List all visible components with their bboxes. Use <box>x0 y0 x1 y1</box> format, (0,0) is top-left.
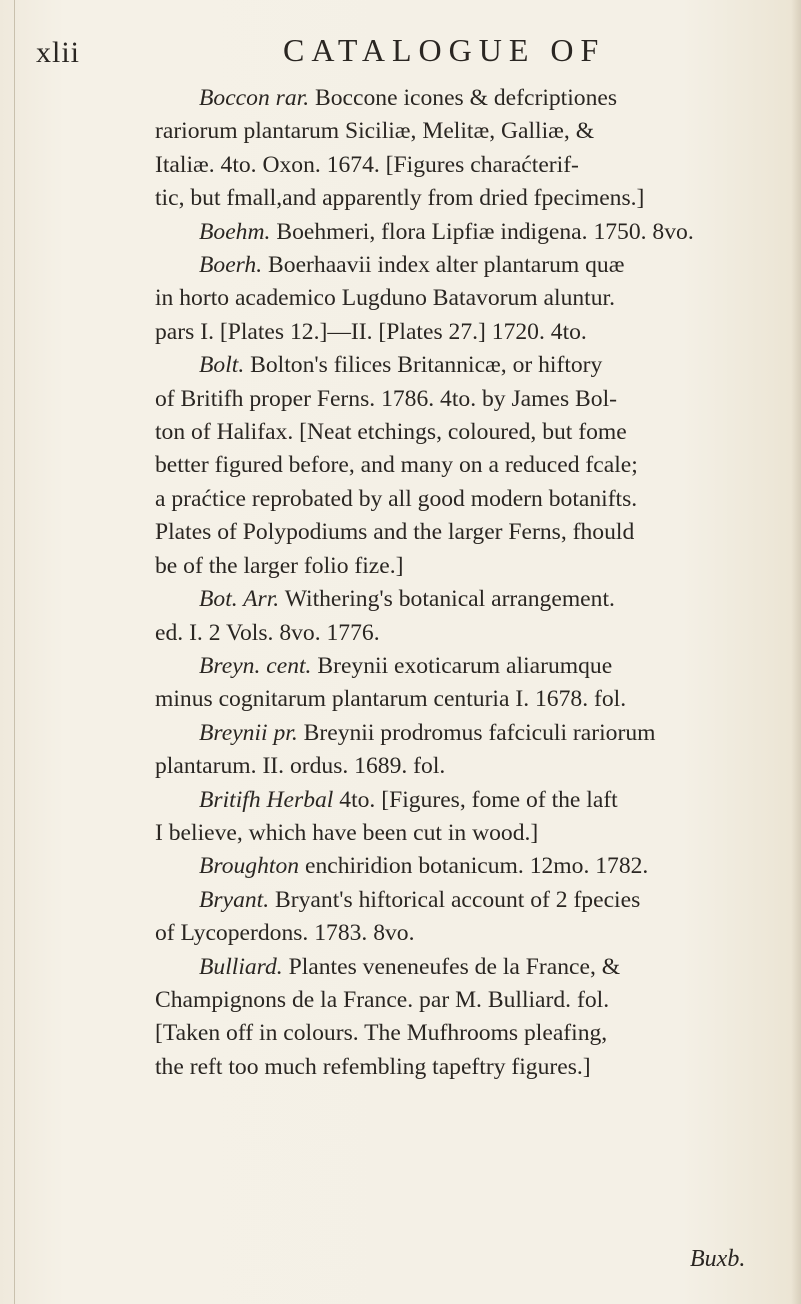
page-edge-shadow <box>791 0 801 1304</box>
entry-text: Bolton's filices Britannicæ, or hiftory <box>250 352 603 379</box>
entry-line <box>155 383 774 416</box>
entry-line <box>155 817 774 850</box>
entry-line <box>155 316 774 349</box>
entry-first-line <box>174 850 774 883</box>
catalogue-entry <box>155 951 774 1085</box>
catalogue-entry <box>155 884 774 951</box>
entry-text: Boehmeri, flora Lipfiæ indigena. 1750. 8vo. <box>276 218 694 245</box>
entry-line <box>155 683 774 716</box>
entry-first-line <box>174 650 774 683</box>
entry-text: ton of Halifax. [Neat etchings, coloured, but fome <box>155 419 627 446</box>
entry-abbreviation: Boerh. <box>199 252 263 279</box>
entry-text: Boccone icones & defcriptiones <box>315 85 618 111</box>
page-edge-rule <box>14 0 15 1304</box>
entry-line <box>155 1051 774 1084</box>
entry-text: [Taken off in colours. The Mufhrooms pleafing, <box>155 1020 608 1047</box>
entry-text: better figured before, and many on a reduced fcale; <box>155 452 638 479</box>
entry-abbreviation: Bryant. <box>199 886 270 913</box>
entry-line <box>155 182 774 215</box>
catalogue-entry <box>174 850 774 883</box>
entry-first-line <box>174 216 774 249</box>
entry-text: enchiridion botanicum. 12mo. 1782. <box>304 853 649 880</box>
entry-line <box>155 149 774 182</box>
catalogue-entry <box>155 717 774 784</box>
entry-text: a praćtice reprobated by all good modern botanifts. <box>155 485 638 512</box>
entry-first-line <box>174 784 774 817</box>
catalogue-entry <box>155 349 774 583</box>
entry-text: Withering's botanical arrangement. <box>284 586 615 613</box>
entry-line <box>155 483 774 516</box>
entry-text: the reft too much refembling tapeftry figures.] <box>155 1053 591 1080</box>
entry-text: I believe, which have been cut in wood.] <box>155 819 539 846</box>
entry-text: ed. I. 2 Vols. 8vo. 1776. <box>155 619 380 646</box>
entry-line <box>155 449 774 482</box>
entry-line <box>155 617 774 650</box>
catchword: Buxb. <box>690 1246 746 1272</box>
running-head: CATALOGUE OF <box>283 32 606 68</box>
entry-abbreviation: Breyn. cent. <box>199 652 312 679</box>
entry-line <box>155 750 774 783</box>
catalogue-entry <box>155 583 774 650</box>
entry-text: Champignons de la France. par M. Bulliard. fol. <box>155 986 610 1013</box>
catalogue-entry <box>174 216 774 249</box>
entry-abbreviation: Boccon rar. <box>199 85 310 111</box>
entry-line <box>155 282 774 315</box>
entry-text: be of the larger folio fize.] <box>155 552 404 579</box>
entry-text: Breynii prodromus fafciculi rariorum <box>303 719 656 746</box>
entry-text: pars I. [Plates 12.]—II. [Plates 27.] 1720. 4to. <box>155 318 587 345</box>
entry-line <box>155 416 774 449</box>
entry-abbreviation: Boehm. <box>199 218 271 245</box>
entry-text: Plantes veneneufes de la France, & <box>288 953 621 980</box>
entry-abbreviation: Bolt. <box>199 352 245 379</box>
entry-first-line <box>174 349 774 382</box>
entry-line <box>155 1017 774 1050</box>
entry-text: in horto academico Lugduno Batavorum aluntur. <box>155 285 615 312</box>
entry-text: Breynii exoticarum aliarumque <box>317 652 613 679</box>
entry-abbreviation: Broughton <box>199 853 300 880</box>
entry-abbreviation: Britifh Herbal <box>199 786 334 813</box>
entry-text: of Lycoperdons. 1783. 8vo. <box>155 920 415 947</box>
entry-text: Bryant's hiftorical account of 2 fpecies <box>275 886 641 913</box>
entry-first-line <box>174 82 774 115</box>
entry-line <box>155 550 774 583</box>
entry-text: of Britifh proper Ferns. 1786. 4to. by James Bol- <box>155 385 617 412</box>
entry-text: rariorum plantarum Siciliæ, Melitæ, Galliæ, & <box>155 118 595 145</box>
catalogue-entry <box>155 650 774 717</box>
entry-first-line <box>174 249 774 282</box>
entry-first-line <box>174 884 774 917</box>
entry-line <box>155 516 774 549</box>
entry-first-line <box>174 951 774 984</box>
catalogue-entries <box>155 82 774 1084</box>
entry-first-line <box>174 583 774 616</box>
entry-text: 4to. [Figures, fome of the laft <box>339 786 618 813</box>
page-number: xlii <box>36 36 81 69</box>
page-header <box>0 30 801 78</box>
entry-text: plantarum. II. ordus. 1689. fol. <box>155 753 446 780</box>
entry-abbreviation: Bulliard. <box>199 953 283 980</box>
entry-text: Italiæ. 4to. Oxon. 1674. [Figures charaćterif- <box>155 151 579 178</box>
entry-line <box>155 984 774 1017</box>
catalogue-entry <box>155 82 774 216</box>
entry-text: Boerhaavii index alter plantarum quæ <box>268 252 625 279</box>
entry-first-line <box>174 717 774 750</box>
entry-line <box>155 115 774 148</box>
entry-abbreviation: Breynii pr. <box>199 719 298 746</box>
catalogue-entry <box>155 784 774 851</box>
entry-text: tic, but fmall,and apparently from dried fpecimens.] <box>155 185 645 212</box>
entry-abbreviation: Bot. Arr. <box>199 586 280 613</box>
entry-text: minus cognitarum plantarum centuria I. 1678. fol. <box>155 686 627 713</box>
catalogue-entry <box>155 249 774 349</box>
entry-line <box>155 917 774 950</box>
entry-text: Plates of Polypodiums and the larger Ferns, fhould <box>155 519 635 546</box>
